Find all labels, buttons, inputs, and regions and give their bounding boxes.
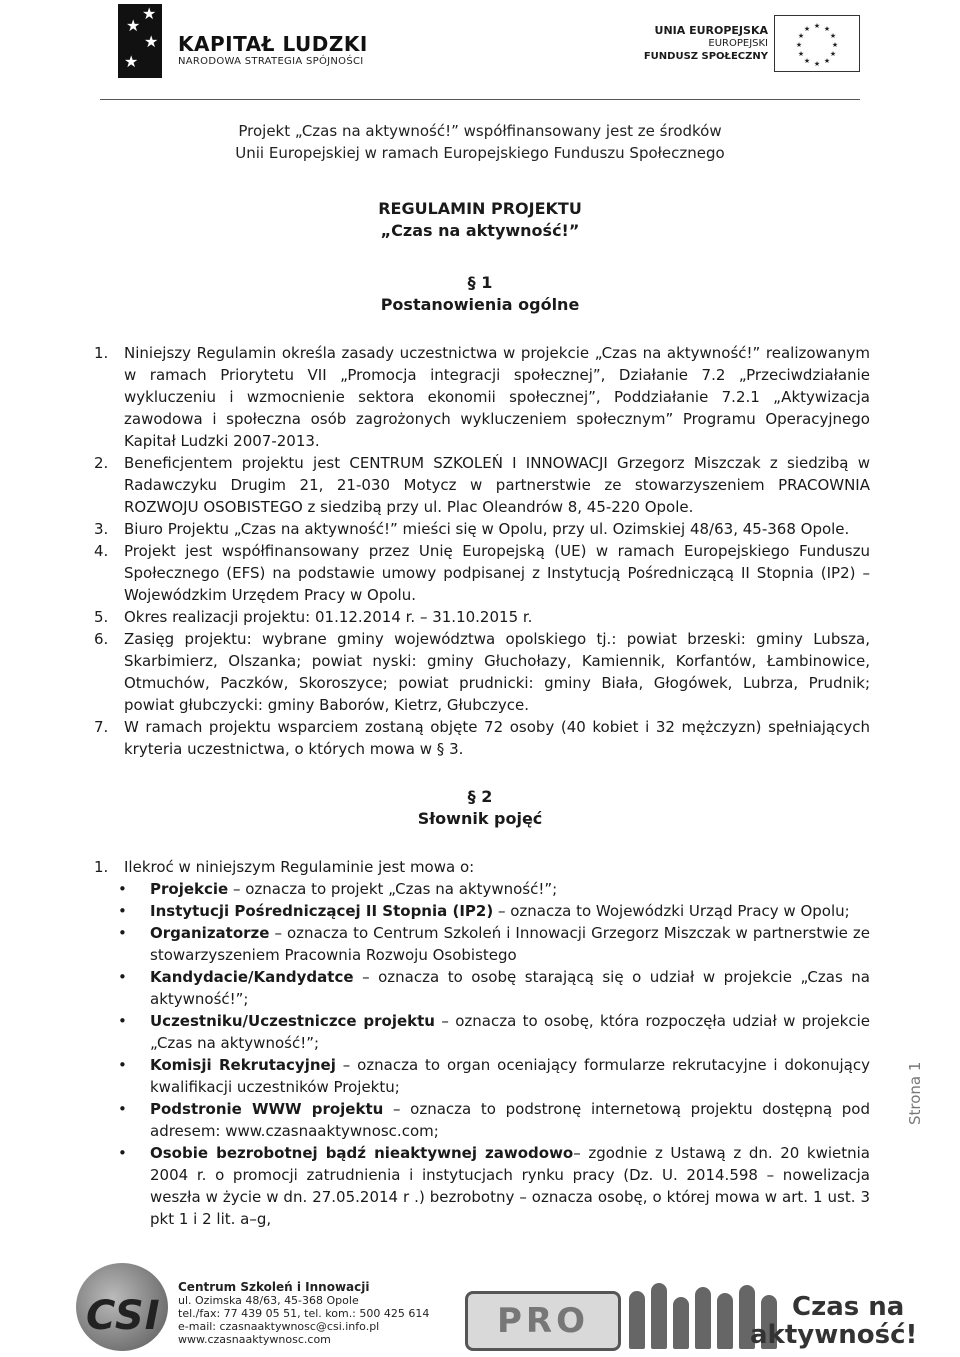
company-website: www.czasnaaktywnosc.com — [178, 1333, 331, 1346]
definition-item: • Instytucji Pośredniczącej II Stopnia (IP2) – oznacza to Wojewódzki Urząd Pracy w Opolu; — [118, 902, 850, 920]
czas-na-aktywnosc-logo — [750, 1292, 918, 1350]
svg-text:★: ★ — [813, 22, 821, 30]
kapital-ludzki-title: KAPITAŁ LUDZKI — [178, 32, 368, 56]
list-item: 2. Beneficjentem projektu jest CENTRUM SZKOLEŃ I INNOWACJI Grzegorz Miszczak z siedzibą w Radawczyku Drugim 21, 21-030 Motycz w partnerstwie ze stowarzyszeniem PRACOWNIA ROZWOJU OSOBISTEGO z siedzibą przy ul. Plac Oleandrów 8, 45-220 Opole. — [94, 454, 870, 516]
eu-flag-icon — [774, 15, 860, 72]
list-item: 7. W ramach projektu wsparciem zostaną objęte 72 osoby (40 kobiet i 32 mężczyzn) spełniających kryteria uczestnictwa, o których mowa w § 3. — [94, 718, 870, 758]
list-item: 4. Projekt jest współfinansowany przez Unię Europejską (UE) w ramach Europejskiego Funduszu Społecznego (EFS) na podstawie umowy podpisanej z Instytucją Pośredniczącą II Stopnia (IP2) – Wojewódzkim Urzędem Pracy w Opolu. — [94, 542, 870, 604]
definition-item: • Komisji Rekrutacyjnej – oznacza to organ oceniający formularze rekrutacyjne i dokonujący kwalifikacji uczestników Projektu; — [118, 1056, 870, 1096]
svg-text:★: ★ — [795, 41, 803, 49]
title-line-2: „Czas na aktywność!” — [380, 221, 580, 240]
svg-text:★: ★ — [831, 41, 839, 49]
page-header — [0, 0, 960, 100]
page-footer — [0, 1255, 960, 1357]
kapital-ludzki-emblem-icon: ★ ★ ★ ★ — [118, 4, 162, 78]
funding-line-1: Projekt „Czas na aktywność!” współfinansowany jest ze środków — [238, 122, 722, 140]
company-email: e-mail: czasnaaktywnosc@csi.info.pl — [178, 1320, 380, 1333]
cna-line-1: Czas na — [792, 1292, 905, 1322]
list-item: 6. Zasięg projektu: wybrane gminy województwa opolskiego tj.: powiat brzeski: gminy Lubsza, Skarbimierz, Olszanka; powiat nyski: gminy Głuchołazy, Kamiennik, Korfantów, Łambinowice, Otmuchów, Paczków, Skoroszyce; powiat prudnicki: gminy Biała, Głogówek, Lubrza, Prudnik; powiat głubczycki: gminy Baborów, Kietrz, Głubczyce. — [94, 630, 870, 714]
company-phone: tel./fax: 77 439 05 51, tel. kom.: 500 425 614 — [178, 1307, 430, 1320]
eu-line2: EUROPEJSKI — [708, 38, 768, 49]
section-1-title: Postanowienia ogólne — [380, 295, 580, 314]
definition-item: • Kandydacie/Kandydatce – oznacza to osobę starającą się o udział w projekcie „Czas na aktywność!”; — [118, 968, 870, 1008]
section-1-symbol: § 1 — [467, 273, 493, 292]
eu-logo — [643, 15, 860, 75]
svg-text:★: ★ — [829, 32, 837, 40]
svg-text:★: ★ — [823, 25, 831, 33]
svg-text:★: ★ — [813, 60, 821, 68]
section-1-list — [0, 342, 870, 760]
svg-text:★: ★ — [803, 57, 811, 65]
contact-info — [178, 1281, 429, 1346]
section-2-list — [0, 856, 870, 1230]
company-name: Centrum Szkoleń i Innowacji — [178, 1280, 370, 1294]
svg-text:★: ★ — [797, 50, 805, 58]
list-item: 1. Niniejszy Regulamin określa zasady uczestnictwa w projekcie „Czas na aktywność!” realizowanym w ramach Priorytetu VII „Promocja integracji społecznej”, Działanie 7.2 „Przeciwdziałanie wykluczeniu i wzmocnienie sektora ekonomii społecznej”, Poddziałanie 7.2.1 „Aktywizacja zawodowa i społeczna osób zagrożonych wykluczeniem społecznym” Programu Operacyjnego Kapitał Ludzki 2007-2013. — [94, 344, 870, 450]
section-1-heading — [0, 272, 960, 316]
funding-statement — [0, 120, 960, 164]
csi-logo: CSI — [86, 1293, 161, 1339]
definition-item: • Projekcie – oznacza to projekt „Czas na aktywność!”; — [118, 880, 558, 898]
funding-line-2: Unii Europejskiej w ramach Europejskiego Funduszu Społecznego — [235, 144, 725, 162]
document-title — [0, 198, 960, 242]
list-item: 5. Okres realizacji projektu: 01.12.2014 r. – 31.10.2015 r. — [94, 608, 533, 626]
section-2-title: Słownik pojęć — [417, 809, 543, 828]
section-2-heading — [0, 786, 960, 830]
page-number-label: Strona 1 — [906, 1061, 924, 1125]
definition-item: • Osobie bezrobotnej bądź nieaktywnej zawodowo– zgodnie z Ustawą z dn. 20 kwietnia 2004 r. o promocji zatrudnienia i instytucjach rynku pracy (Dz. U. 2014.598 – nowelizacja weszła w życie w dn. 27.05.2014 r .) bezrobotny – oznacza osobę, o której mowa w art. 1 ust. 3 pkt 1 i 2 lit. a–g, — [118, 1144, 870, 1228]
svg-text:★: ★ — [829, 50, 837, 58]
definition-item: • Uczestniku/Uczestniczce projektu – oznacza to osobę, która rozpoczęła udział w projekcie „Czas na aktywność!”; — [118, 1012, 870, 1052]
list-item: 3. Biuro Projektu „Czas na aktywność!” mieści się w Opolu, przy ul. Ozimskiej 48/63, 45-368 Opole. — [94, 520, 850, 538]
cna-line-2: aktywność! — [750, 1320, 918, 1350]
header-divider — [100, 99, 860, 100]
svg-text:★: ★ — [803, 25, 811, 33]
definitions-intro: 1. Ilekroć w niniejszym Regulaminie jest mowa o: — [94, 858, 475, 876]
company-address: ul. Ozimska 48/63, 45-368 Opole — [178, 1294, 359, 1307]
eu-line3: FUNDUSZ SPOŁECZNY — [643, 51, 768, 62]
svg-text:★: ★ — [823, 57, 831, 65]
section-2-symbol: § 2 — [467, 787, 493, 806]
eu-title: UNIA EUROPEJSKA — [654, 24, 768, 37]
definition-item: • Podstronie WWW projektu – oznacza to podstronę internetową projektu dostępną pod adresem: www.czasnaaktywnosc.com; — [118, 1100, 870, 1140]
kapital-ludzki-logo — [118, 4, 378, 82]
title-line-1: REGULAMIN PROJEKTU — [378, 199, 582, 218]
kapital-ludzki-subtitle: NARODOWA STRATEGIA SPÓJNOŚCI — [178, 56, 364, 67]
svg-text:★: ★ — [797, 32, 805, 40]
pro-logo: PRO — [465, 1291, 621, 1351]
definition-item: • Organizatorze – oznacza to Centrum Szkoleń i Innowacji Grzegorz Miszczak w partnerstwie ze stowarzyszeniem Pracownia Rozwoju Osobistego — [118, 924, 870, 964]
